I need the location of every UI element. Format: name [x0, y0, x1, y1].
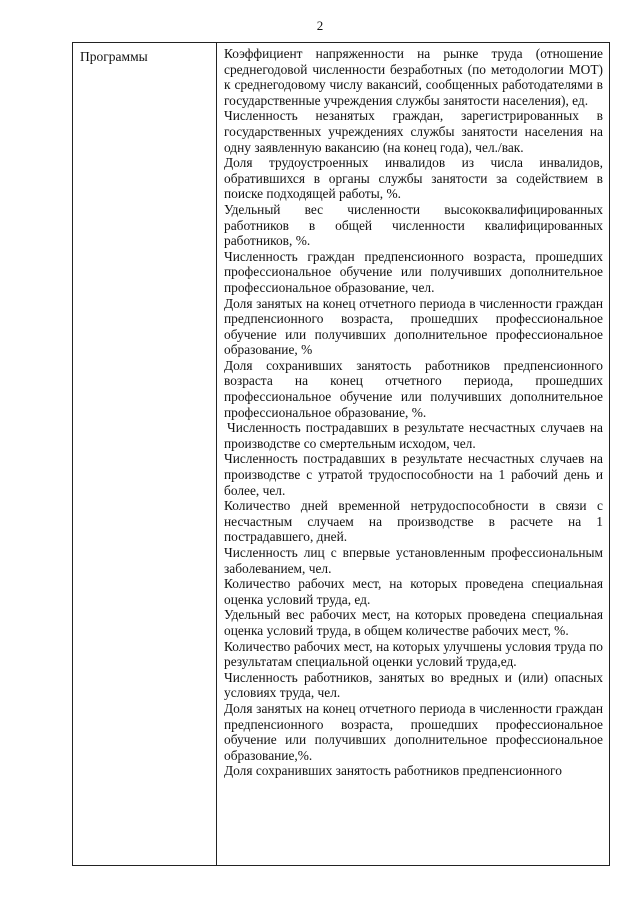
indicator-paragraph: Доля занятых на конец отчетного периода в численности граждан предпенсионного возраста, прошедших профессиональное обучение или получивших дополнительное профессиональное образование, %: [224, 295, 603, 358]
indicator-paragraph: Доля сохранивших занятость работников предпенсионного возраста на конец отчетного периода, прошедших профессиональное обучение или получивших дополнительное профессиональное образование, %.: [224, 357, 603, 420]
indicator-paragraph: Доля трудоустроенных инвалидов из числа инвалидов, обратившихся в органы службы занятости за содействием в поиске подходящей работы, %.: [224, 155, 603, 202]
indicator-paragraph: Количество рабочих мест, на которых улучшены условия труда по результатам специальной оценки условий труда,ед.: [224, 638, 603, 670]
indicator-paragraph: Численность незанятых граждан, зарегистрированных в государственных учреждениях службы занятости населения на одну заявленную вакансию (на конец года), чел./вак.: [224, 108, 603, 155]
indicator-paragraph: Доля занятых на конец отчетного периода в численности граждан предпенсионного возраста, прошедших профессиональное обучение или получивших дополнительное профессиональное образование,%.: [224, 700, 603, 763]
indicator-paragraph: Численность лиц с впервые установленным профессиональным заболеванием, чел.: [224, 545, 603, 576]
indicator-paragraph: Количество дней временной нетрудоспособности в связи с несчастным случаем на производстве в расчете на 1 пострадавшего, дней.: [224, 498, 603, 545]
left-column: [73, 43, 217, 865]
indicator-paragraph: Численность работников, занятых во вредных и (или) опасных условиях труда, чел.: [224, 669, 603, 701]
indicator-paragraph: Численность пострадавших в результате несчастных случаев на производстве со смертельным исходом, чел.: [224, 420, 603, 451]
right-column: [217, 43, 609, 865]
programs-table: [72, 42, 610, 866]
row-label: Программы: [80, 49, 148, 64]
page-number: 2: [316, 18, 324, 33]
indicator-paragraph: Коэффициент напряженности на рынке труда (отношение среднегодовой численности безработных (по методологии МОТ) к среднегодовому числу вакансий, сообщенных работодателями в государственные учреждения службы занятости населения), ед.: [224, 46, 603, 108]
indicator-paragraph: Доля сохранивших занятость работников предпенсионного: [224, 763, 562, 779]
indicator-paragraph: Удельный вес рабочих мест, на которых проведена специальная оценка условий труда, в общем количестве рабочих мест, %.: [224, 607, 603, 638]
indicator-paragraph: Численность пострадавших в результате несчастных случаев на производстве с утратой трудоспособности на 1 рабочий день и более, чел.: [224, 451, 603, 498]
indicator-paragraph: Удельный вес численности высококвалифицированных работников в общей численности квалифицированных работников, %.: [224, 201, 603, 249]
indicator-paragraph: Количество рабочих мест, на которых проведена специальная оценка условий труда, ед.: [224, 576, 603, 607]
indicator-paragraph: Численность граждан предпенсионного возраста, прошедших профессиональное обучение или получивших дополнительное профессиональное образование, чел.: [224, 248, 603, 295]
